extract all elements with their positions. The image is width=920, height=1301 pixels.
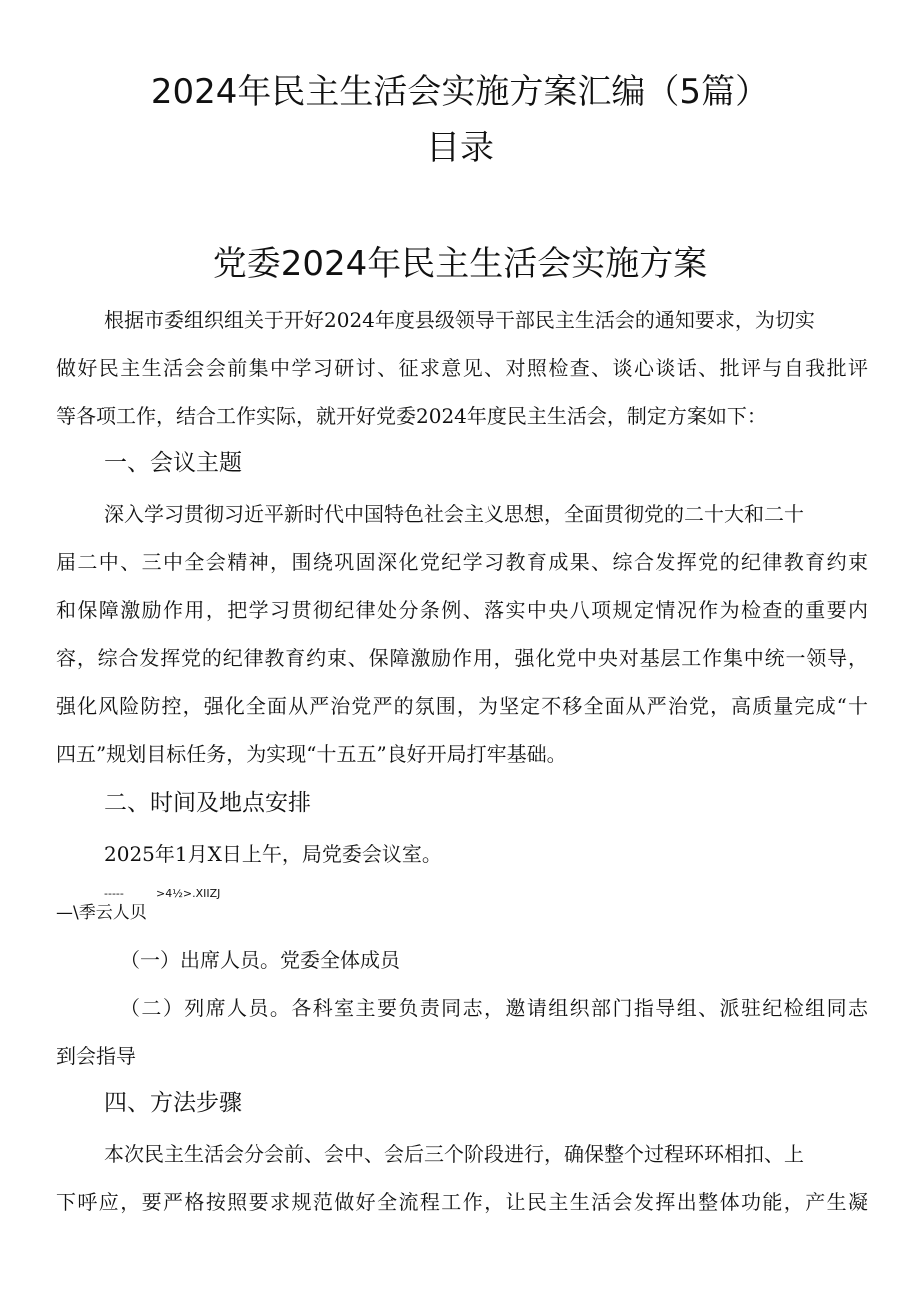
intro-line-2: 做好民主生活会会前集中学习研讨、征求意见、对照检查、谈心谈话、批评与自我批评 bbox=[56, 356, 868, 380]
theme-line-4: 容，综合发挥党的纪律教育约束、保障激励作用，强化党中央对基层工作集中统一领导， bbox=[56, 646, 868, 670]
toc-title: 目录 bbox=[426, 128, 494, 168]
theme-line-3: 和保障激励作用，把学习贯彻纪律处分条例、落实中央八项规定情况作为检查的重要内 bbox=[56, 598, 868, 622]
section-title: 党委2024年民主生活会实施方案 bbox=[212, 244, 708, 284]
heading-meeting-theme: 一、会议主题 bbox=[104, 450, 242, 476]
heading-time-place: 二、时间及地点安排 bbox=[104, 790, 311, 816]
attendee-line-1: （一）出席人员。党委全体成员 bbox=[120, 948, 400, 972]
heading-method-steps: 四、方法步骤 bbox=[104, 1090, 242, 1116]
garbled-fragment-left: ----- bbox=[104, 887, 124, 900]
theme-line-5: 强化风险防控，强化全面从严治党严的氛围，为坚定不移全面从严治党，高质量完成“十 bbox=[56, 694, 868, 718]
main-title: 2024年民主生活会实施方案汇编（5篇） bbox=[150, 72, 770, 112]
intro-line-3: 等各项工作，结合工作实际，就开好党委2024年度民主生活会，制定方案如下： bbox=[56, 404, 767, 428]
attendee-line-3: 到会指导 bbox=[56, 1044, 136, 1068]
theme-line-2: 届二中、三中全会精神，围绕巩固深化党纪学习教育成果、综合发挥党的纪律教育约束 bbox=[56, 550, 868, 574]
method-line-2: 下呼应，要严格按照要求规范做好全流程工作，让民主生活会发挥出整体功能，产生凝 bbox=[56, 1190, 868, 1214]
theme-line-6: 四五”规划目标任务，为实现“十五五”良好开局打牢基础。 bbox=[56, 742, 567, 766]
intro-line-1: 根据市委组织组关于开好2024年度县级领导干部民主生活会的通知要求，为切实 bbox=[104, 308, 815, 332]
time-place-text: 2025年1月X日上午，局党委会议室。 bbox=[104, 842, 442, 866]
garbled-fragment-right: >4½>.XIIZJ bbox=[156, 887, 221, 900]
attendee-line-2: （二）列席人员。各科室主要负责同志，邀请组织部门指导组、派驻纪检组同志 bbox=[120, 996, 868, 1020]
theme-line-1: 深入学习贯彻习近平新时代中国特色社会主义思想，全面贯彻党的二十大和二十 bbox=[104, 502, 804, 526]
method-line-1: 本次民主生活会分会前、会中、会后三个阶段进行，确保整个过程环环相扣、上 bbox=[104, 1142, 804, 1166]
heading-attendees-garbled: —\季云人贝 bbox=[56, 903, 147, 923]
